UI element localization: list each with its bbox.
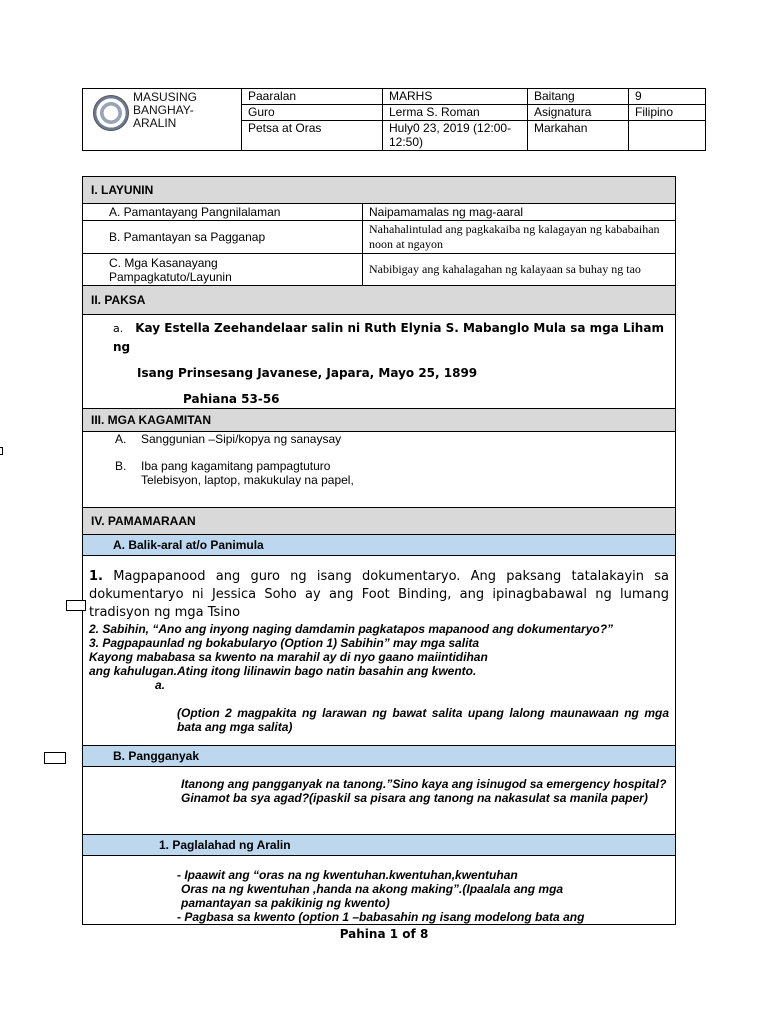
header-value: MARHS (383, 89, 528, 105)
topic-pages: Pahiana 53-56 (183, 392, 280, 406)
topic-line-1: Kay Estella Zeehandelaar salin ni Ruth Elynia S. Mabanglo Mula sa mga Liham ng (113, 321, 664, 354)
activity-3-cont: ang kahulugan.Ating itong lilinawin bago natin basahin ang kwento. (89, 664, 477, 678)
header-label: Guro (242, 105, 383, 121)
section-heading-pamamaraan: IV. PAMAMARAAN (83, 508, 676, 535)
subheading-pangganyak: B. Pangganyak (83, 746, 676, 767)
objective-value: Naipamamalas ng mag-aaral (363, 204, 676, 221)
header-logo-cell (83, 89, 242, 151)
lesson-body-table (82, 176, 676, 925)
objective-label: A. Pamantayang Pangnilalaman (83, 204, 363, 221)
section-heading-kagamitan: III. MGA KAGAMITAN (83, 409, 676, 432)
page-number: Pahina 1 of 8 (339, 927, 429, 941)
deped-seal-icon (93, 95, 129, 131)
header-label: Baitang (528, 89, 629, 105)
objective-value: Nahahalintulad ang pagkakaiba ng kalagayan ng kababaihan noon at ngayon (363, 221, 676, 254)
subheading-paglalahad: 1. Paglalahad ng Aralin (83, 835, 676, 856)
lesson-plan-title: MASUSING BANGHAY- ARALIN (133, 90, 198, 130)
header-value: Huly0 23, 2019 (12:00-12:50) (383, 121, 528, 151)
materials-other-list: Telebisyon, laptop, makukulay na papel, (141, 473, 354, 487)
header-label: Asignatura (528, 105, 629, 121)
objective-label: B. Pamantayan sa Pagganap (83, 221, 363, 254)
header-value: Filipino (629, 105, 706, 121)
topic-cell: a. Kay Estella Zeehandelaar salin ni Ruth Elynia S. Mabanglo Mula sa mga Liham ng Isang Prinsesang Javanese, Japara, Mayo 25, 1899 Pahiana 53-56 (83, 315, 676, 409)
presentation-step: - Pagbasa sa kwento (option 1 –babasahin ng isang modelong bata ang (177, 910, 585, 924)
topic-line-2: Isang Prinsesang Javanese, Japara, Mayo 25, 1899 (137, 366, 478, 380)
presentation-step-cont: pamantayan sa pakikinig ng kwento) (181, 896, 390, 910)
activity-2: 2. Sabihin, “Ano ang inyong naging damdamin pagkatapos mapanood ang dokumentaryo?” (89, 622, 614, 636)
activity-1: 1. Magpapanood ang guro ng isang dokumentaryo. Ang paksang tatalakayin sa dokumentaryo ni Jessica Soho ay ang Foot Binding, ang ipinagbabawal ng lumang tradisyon ng mga Tsino (89, 569, 669, 620)
objective-value: Nabibigay ang kahalagahan ng kalayaan sa buhay ng tao (363, 254, 676, 286)
motivation-question: Itanong ang pangganyak na tanong.”Sino kaya ang isinugod sa emergency hospital?Ginamot ba sya agad?(ipaskil sa pisara ang tanong na nakasulat sa manila paper) (181, 777, 667, 805)
activity-marker: a. (155, 678, 166, 692)
section-heading-paksa: II. PAKSA (83, 286, 676, 315)
header-label: Petsa at Oras (242, 121, 383, 151)
activity-3: 3. Pagpapaunlad ng bokabularyo (Option 1) Sabihin” may mga salita (89, 636, 480, 650)
header-value: Lerma S. Roman (383, 105, 528, 121)
activity-3-cont: Kayong mababasa sa kwento na marahil ay di nyo gaano maiintidihan (89, 650, 488, 664)
materials-cell: A. Sanggunian –Sipi/kopya ng sanaysay B. Iba pang kagamitang pampagtuturo Telebisyon, laptop, makukulay na papel, (83, 432, 676, 508)
header-label: Markahan (528, 121, 629, 151)
margin-textbox (66, 600, 86, 611)
presentation-step-cont: Oras na ng kwentuhan ,handa na akong making”.(Ipaalala ang mga (181, 882, 564, 896)
motivation-cell (83, 767, 676, 835)
presentation-cell (83, 856, 676, 925)
header-label: Paaralan (242, 89, 383, 105)
section-heading-layunin: I. LAYUNIN (83, 177, 676, 204)
review-cell (83, 556, 676, 746)
subheading-balik-aral: A. Balik-aral at/o Panimula (83, 535, 676, 556)
materials-reference: Sanggunian –Sipi/kopya ng sanaysay (141, 432, 342, 446)
header-value: 9 (629, 89, 706, 105)
activity-option-2: (Option 2 magpakita ng larawan ng bawat salita upang lalong maunawaan ng mga bata ang mga salita) (177, 706, 669, 734)
header-value (629, 121, 706, 151)
lesson-header-table (82, 88, 706, 151)
margin-marker (0, 447, 3, 455)
materials-other-label: Iba pang kagamitang pampagtuturo (141, 459, 331, 473)
margin-textbox (44, 752, 66, 764)
objective-label: C. Mga Kasanayang Pampagkatuto/Layunin (83, 254, 363, 286)
presentation-step: - Ipaawit ang “oras na ng kwentuhan.kwentuhan,kwentuhan (177, 868, 518, 882)
